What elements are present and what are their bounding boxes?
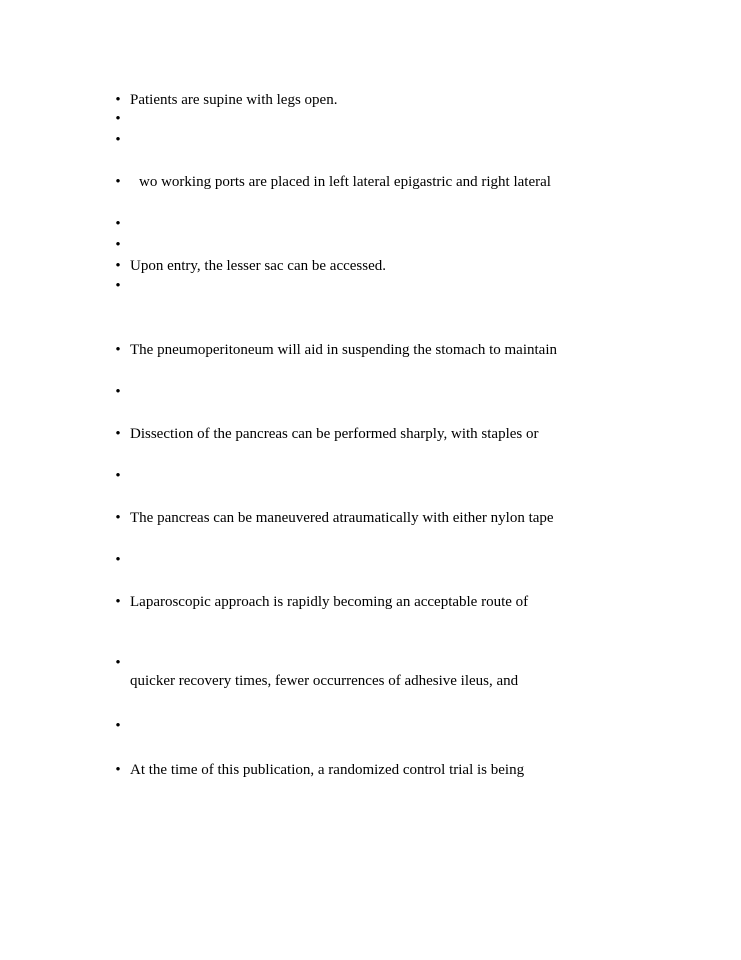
bullet-marker: •	[115, 718, 121, 734]
bullet-marker: •	[115, 655, 121, 671]
list-item-text: Upon entry, the lesser sac can be accessed.	[130, 258, 386, 274]
bullet-marker: •	[115, 237, 121, 253]
list-item-text: At the time of this publication, a randomized control trial is being	[130, 762, 525, 778]
bullet-marker: •	[115, 216, 121, 232]
list-item-text: The pneumoperitoneum will aid in suspending the stomach to maintain	[130, 342, 558, 358]
bullet-marker: •	[115, 132, 121, 148]
bullet-marker: •	[115, 258, 121, 274]
bullet-marker: •	[115, 92, 121, 108]
bullet-marker: •	[115, 552, 121, 568]
bullet-marker: •	[115, 594, 121, 610]
list-item-text: Patients are supine with legs open.	[130, 92, 338, 108]
bullet-marker: •	[115, 111, 121, 127]
list-item-text: quicker recovery times, fewer occurrences of adhesive ileus, and	[130, 673, 519, 689]
bullet-marker: •	[115, 384, 121, 400]
list-item-text: The pancreas can be maneuvered atraumatically with either nylon tape	[130, 510, 554, 526]
bullet-marker: •	[115, 342, 121, 358]
bullet-marker: •	[115, 468, 121, 484]
bullet-marker: •	[115, 510, 121, 526]
bullet-marker: •	[115, 426, 121, 442]
bullet-marker: •	[115, 174, 121, 190]
list-item-text: wo working ports are placed in left lateral epigastric and right lateral	[139, 174, 551, 190]
bullet-marker: •	[115, 762, 121, 778]
bullet-marker: •	[115, 278, 121, 294]
list-item-text: Laparoscopic approach is rapidly becoming an acceptable route of	[130, 594, 529, 610]
list-item-text: Dissection of the pancreas can be performed sharply, with staples or	[130, 426, 539, 442]
